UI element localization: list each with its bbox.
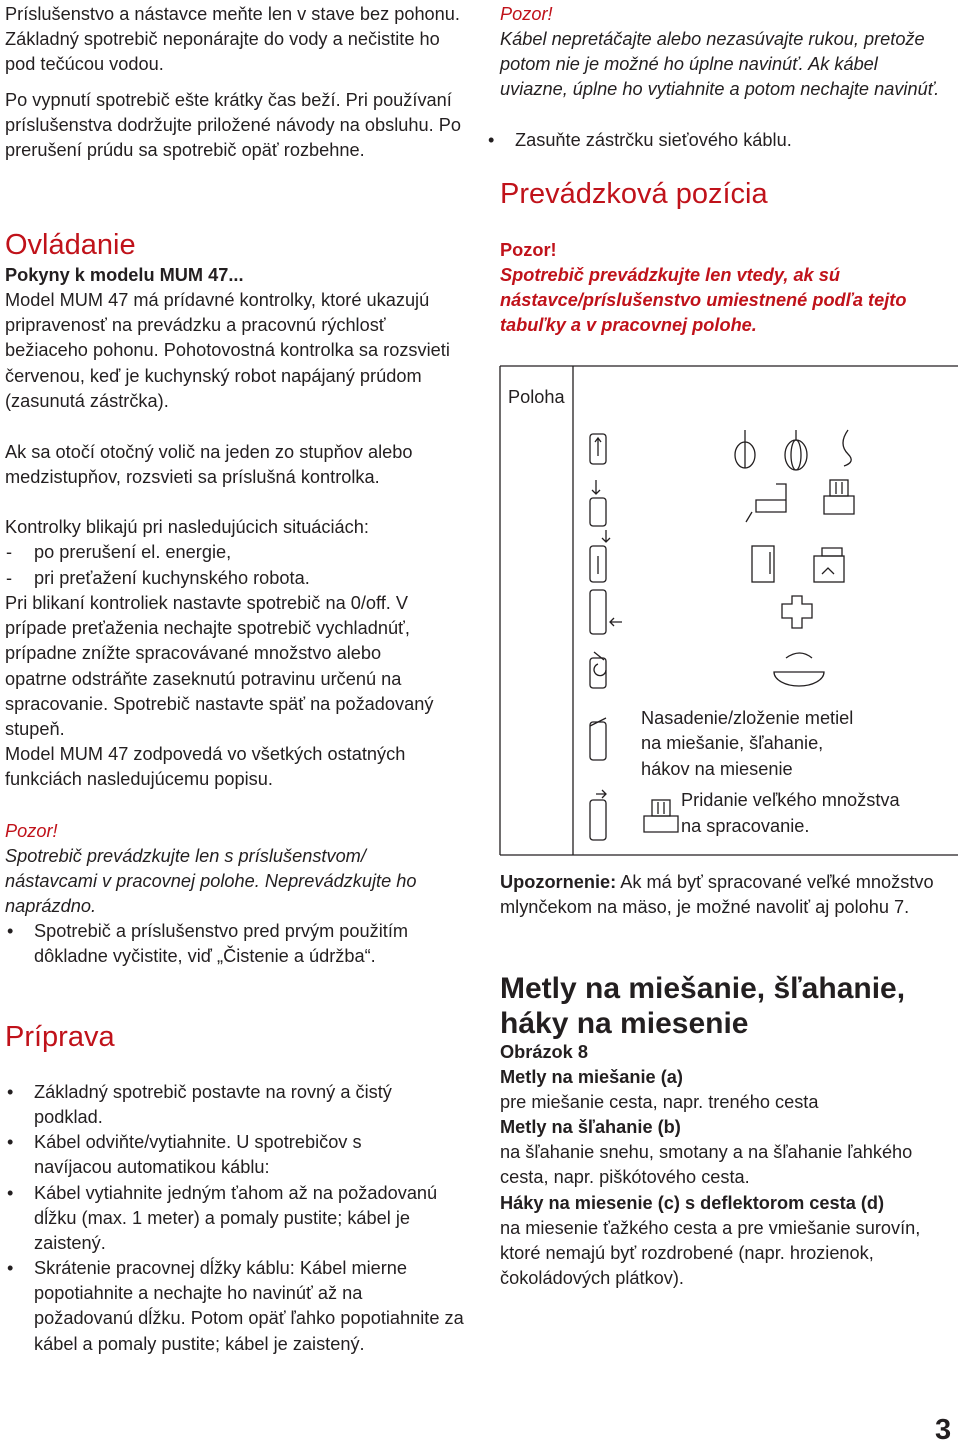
kneading-hook-icon	[843, 430, 851, 466]
prep-bullet-2: • Kábel odviňte/vytiahnite. U spotrebičov s navíjacou automatikou káblu:	[5, 1130, 444, 1180]
table-note-beaters-line: na miešanie, šľahanie,	[641, 733, 824, 753]
bullet-plug-in: • Zasuňte zástrčku sieťového káblu.	[486, 128, 955, 153]
position-5-icon	[590, 652, 606, 688]
paragraph-dial: Ak sa otočí otočný volič na jeden zo stupňov alebo medzistupňov, rozsvieti sa príslušná kontrolka.	[5, 442, 413, 488]
note-text: Ak má byť spracované veľké množstvo mlynčekom na mäso, je možné navoliť aj polohu 7.	[500, 872, 934, 918]
mixing-beaters-label: Metly na miešanie (a)	[500, 1067, 683, 1087]
cable-warning-text: Kábel nepretáčajte alebo nezasúvajte rukou, pretože potom nie je možné ho úplne navinúť. Ak kábel uviazne, úplne ho vytiahnite a potom nechajte navinúť.	[500, 29, 940, 100]
prep-bullet-3: • Kábel vytiahnite jedným ťahom až na požadovanú dĺžku (max. 1 meter) a pomaly pustite; kábel je zaistený.	[5, 1181, 444, 1257]
position-3-icon	[590, 530, 610, 582]
table-note-large-quantity-line: na spracovanie.	[681, 816, 810, 836]
paragraph-model-functions: Model MUM 47 zodpovedá vo všetkých ostatných funkciách nasledujúcemu popisu.	[5, 744, 406, 790]
slicer-attachment-icon	[746, 484, 786, 522]
whisking-beaters-text: na šľahanie snehu, smotany a na šľahanie ľahkého cesta, napr. piškótového cesta.	[500, 1142, 913, 1188]
position-2-icon	[590, 480, 606, 526]
food-processor-icon	[814, 548, 844, 582]
figure-reference: Obrázok 8	[500, 1042, 588, 1062]
table-note-beaters	[641, 708, 858, 779]
cable-warning-label: Pozor!	[500, 4, 553, 24]
prep-bullet-4: • Skrátenie pracovnej dĺžky káblu: Kábel mierne popotiahnite a nechajte ho navinúť až na požadovanú dĺžku. Potom opäť ľahko popotiahnite za kábel a pomaly pustite; kábel je zaistený.	[5, 1256, 464, 1357]
warning-text: Spotrebič prevádzkujte len s príslušenstvom/ nástavcami v pracovnej polohe. Neprevádzkujte ho naprázdno.	[5, 846, 417, 917]
operating-warning-text: Spotrebič prevádzkujte len vtedy, ak sú nástavce/príslušenstvo umiestnené podľa tejto tabuľky a v pracovnej polohe.	[500, 265, 907, 336]
meat-mincer-icon	[824, 480, 854, 514]
paragraph-blinking: Kontrolky blikajú pri nasledujúcich situáciách:	[5, 517, 369, 537]
citrus-press-icon	[782, 596, 812, 628]
position-6-icon	[590, 718, 606, 760]
operating-warning-label: Pozor!	[500, 240, 557, 260]
mixing-bowl-icon	[774, 653, 824, 686]
heading-priprava: Príprava	[5, 1021, 115, 1053]
whisk-icon	[785, 430, 807, 470]
subheading-model-notes: Pokyny k modelu MUM 47...	[5, 265, 244, 285]
table-note-large-quantity-line: Pridanie veľkého množstva	[681, 790, 900, 810]
mixing-beaters-text: pre miešanie cesta, napr. treného cesta	[500, 1092, 819, 1112]
dash-item-power-failure: - po prerušení el. energie,	[5, 540, 474, 565]
mixing-beater-icon	[735, 430, 755, 468]
bullet-clean-before-use: • Spotrebič a príslušenstvo pred prvým použitím dôkladne vyčistite, viď „Čistenie a údržba“.	[5, 919, 444, 969]
heading-prevadzkova-pozicia: Prevádzková pozícia	[500, 178, 768, 210]
paragraph-reset: Pri blikaní kontroliek nastavte spotrebič na 0/off. V prípade preťaženia nechajte spotrebič vychladnúť, prípadne znížte spracovávané množstvo alebo opatrne odstráňte zaseknutú potravinu určenú na spracovanie. Spotrebič nastavte späť na požadovaný stupeň.	[5, 593, 434, 740]
warning-label: Pozor!	[5, 821, 58, 841]
table-note-beaters-line: Nasadenie/zloženie metiel	[641, 708, 854, 728]
position-7-icon	[590, 790, 606, 840]
paragraph-accessories: Príslušenstvo a nástavce meňte len v stave bez pohonu. Základný spotrebič neponárajte do vody a nečistite ho pod tečúcou vodou.	[5, 4, 460, 75]
table-note-beaters-line: hákov na miesenie	[641, 759, 793, 779]
heading-beaters: Metly na miešanie, šľahanie, háky na miesenie	[500, 972, 906, 1040]
heading-ovladanie: Ovládanie	[5, 229, 136, 261]
paragraph-switch-off: Po vypnutí spotrebič ešte krátky čas beží. Pri používaní príslušenstva dodržujte priložené návody na obsluhu. Po prerušení prúdu sa spotrebič opäť rozbehne.	[5, 90, 461, 161]
dash-item-overload: - pri preťažení kuchynského robota.	[5, 566, 474, 591]
table-note-large-quantity	[681, 790, 905, 836]
kneading-hooks-label: Háky na miesenie (c) s deflektorom cesta (d)	[500, 1193, 885, 1213]
table-header-position: Poloha	[508, 387, 565, 407]
kneading-hooks-text: na miesenie ťažkého cesta a pre vmiešanie surovín, ktoré nemajú byť rozdrobené (napr. hrozienok, čokoládových plátkov).	[500, 1218, 921, 1289]
note-label: Upozornenie:	[500, 872, 617, 892]
position-1-icon	[590, 434, 606, 464]
whisking-beaters-label: Metly na šľahanie (b)	[500, 1117, 681, 1137]
page-number: 3	[935, 1414, 952, 1446]
blender-icon	[752, 546, 774, 582]
paragraph-indicators: Model MUM 47 má prídavné kontrolky, ktoré ukazujú pripravenosť na prevádzku a pracovnú rýchlosť bežiaceho pohonu. Pohotovostná kontrolka sa rozsvieti červenou, keď je kuchynský robot napájaný prúdom (zasunutá zástrčka).	[5, 290, 450, 411]
position-4-icon	[590, 590, 622, 634]
prep-bullet-1: • Základný spotrebič postavte na rovný a čistý podklad.	[5, 1080, 444, 1130]
large-quantity-icon	[644, 800, 678, 832]
